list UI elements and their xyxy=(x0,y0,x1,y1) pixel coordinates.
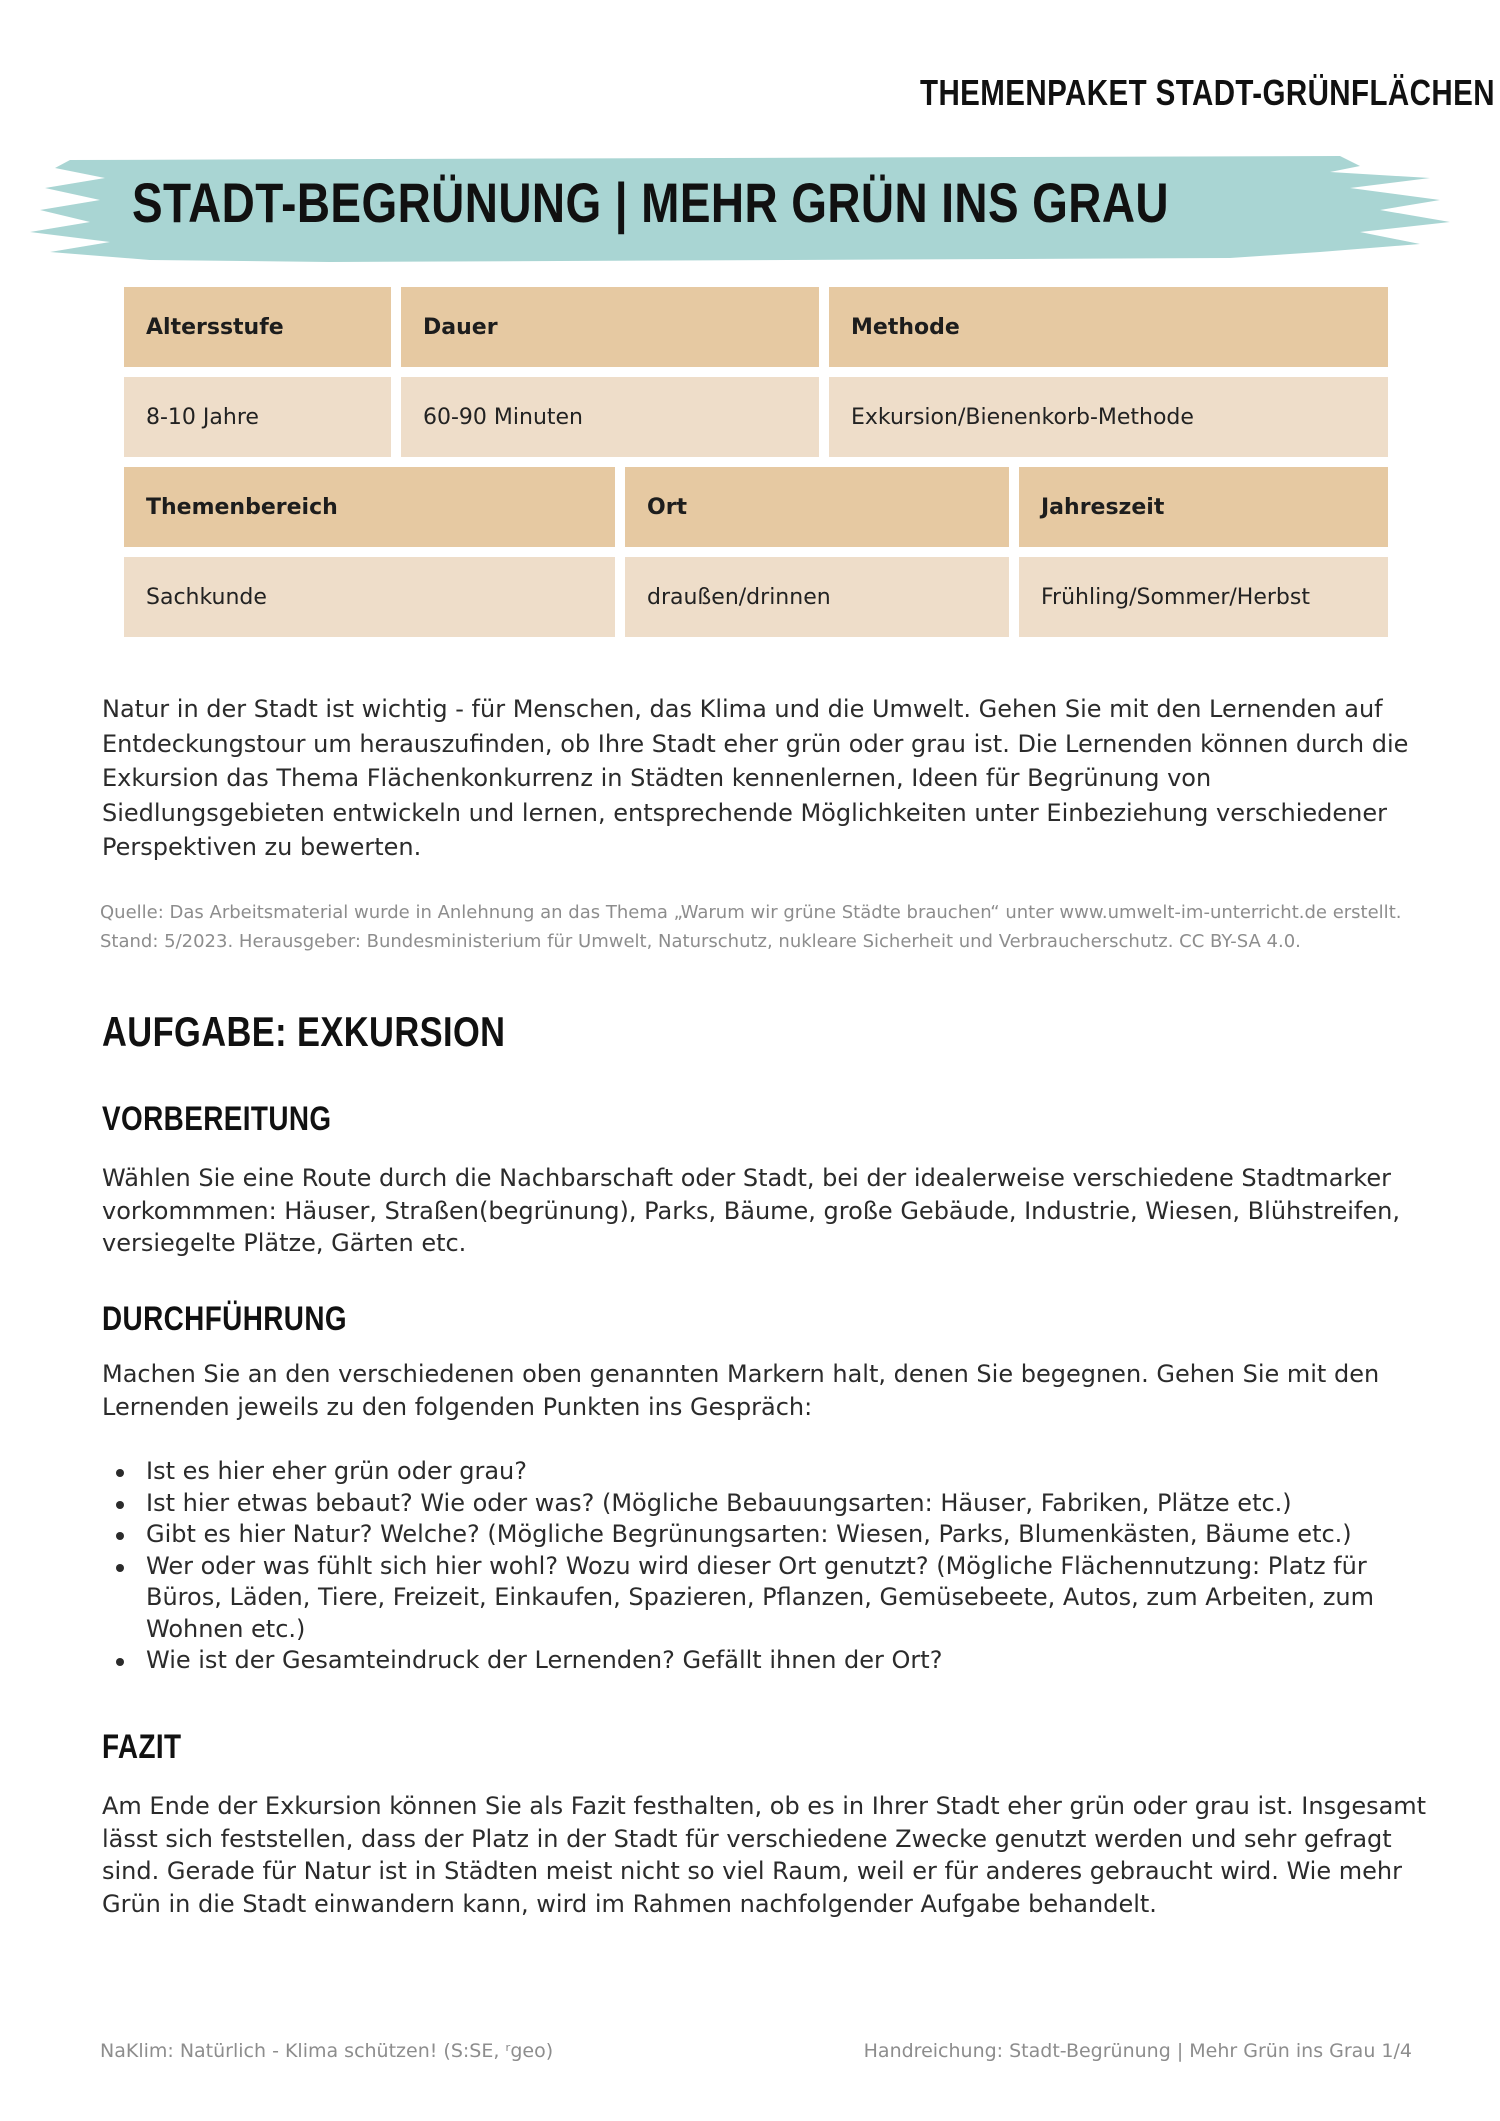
execution-text: Machen Sie an den verschiedenen oben genannten Markern halt, denen Sie begegnen. Gehen Sie mit den Lernenden jeweils zu den folgenden Punkten ins Gespräch: xyxy=(102,1360,1380,1421)
value-cell-method: Exkursion/Bienenkorb-Methode xyxy=(829,377,1388,457)
page-title: STADT-BEGRÜNUNG | MEHR GRÜN INS GRAU xyxy=(132,171,1170,234)
value-cell-age: 8-10 Jahre xyxy=(124,377,391,457)
list-item: Gibt es hier Natur? Welche? (Mögliche Begrünungsarten: Wiesen, Parks, Blumenkästen, Bäume etc.) xyxy=(102,1519,1402,1551)
header-cell-method: Methode xyxy=(829,287,1388,367)
header-cell-topic: Themenbereich xyxy=(124,467,615,547)
value-cell-duration: 60-90 Minuten xyxy=(401,377,819,457)
conclusion-heading: FAZIT xyxy=(102,1728,182,1766)
header-cell-age: Altersstufe xyxy=(124,287,391,367)
value-cell-season: Frühling/Sommer/Herbst xyxy=(1019,557,1388,637)
info-header-row-2 xyxy=(124,467,1388,547)
info-header-row-1 xyxy=(124,287,1388,367)
info-value-row-1 xyxy=(124,377,1388,457)
footer-page-label: Handreichung: Stadt-Begrünung | Mehr Grün ins Grau 1/4 xyxy=(863,2040,1412,2062)
list-item: Wie ist der Gesamteindruck der Lernenden? Gefällt ihnen der Ort? xyxy=(102,1645,1402,1677)
header-cell-location: Ort xyxy=(625,467,1009,547)
task-heading: AUFGABE: EXKURSION xyxy=(102,1008,506,1055)
discussion-points-list xyxy=(102,1456,1402,1677)
list-item: Ist hier etwas bebaut? Wie oder was? (Mögliche Bebauungsarten: Häuser, Fabriken, Plätze etc.) xyxy=(102,1488,1402,1520)
series-label: THEMENPAKET STADT-GRÜNFLÄCHEN xyxy=(920,72,1495,113)
value-cell-location: draußen/drinnen xyxy=(625,557,1009,637)
preparation-heading: VORBEREITUNG xyxy=(102,1100,332,1138)
intro-paragraph: Natur in der Stadt ist wichtig - für Menschen, das Klima und die Umwelt. Gehen Sie mit den Lernenden auf Entdeckungstour um herauszufinden, ob Ihre Stadt eher grün oder grau ist. Die Lernenden können durch die Exkursion das Thema Flächenkonkurrenz in Städten kennenlernen, Ideen für Begrünung von Siedlungsgebieten entwickeln und lernen, entsprechende Möglichkeiten unter Einbeziehung verschiedener Perspektiven zu bewerten. xyxy=(102,695,1409,861)
conclusion-text: Am Ende der Exkursion können Sie als Fazit festhalten, ob es in Ihrer Stadt eher grün oder grau ist. Insgesamt lässt sich feststellen, dass der Platz in der Stadt für verschiedene Zwecke genutzt werden und sehr gefragt sind. Gerade für Natur ist in Städten meist nicht so viel Raum, weil er für anderes gebraucht wird. Wie mehr Grün in die Stadt einwandern kann, wird im Rahmen nachfolgender Aufgabe behandelt. xyxy=(102,1792,1427,1918)
source-note: Quelle: Das Arbeitsmaterial wurde in Anlehnung an das Thema „Warum wir grüne Städte brauchen“ unter www.umwelt-im-unterricht.de erstellt. Stand: 5/2023. Herausgeber: Bundesministerium für Umwelt, Naturschutz, nukleare Sicherheit und Verbraucherschutz. CC BY-SA 4.0. xyxy=(100,902,1402,952)
list-item: Ist es hier eher grün oder grau? xyxy=(102,1456,1402,1488)
lesson-info-table xyxy=(124,287,1388,647)
info-value-row-2 xyxy=(124,557,1388,637)
execution-heading: DURCHFÜHRUNG xyxy=(102,1300,347,1338)
preparation-text: Wählen Sie eine Route durch die Nachbarschaft oder Stadt, bei der idealerweise verschiedene Stadtmarker vorkommmen: Häuser, Straßen(begrünung), Parks, Bäume, große Gebäude, Industrie, Wiesen, Blühstreifen, versiegelte Plätze, Gärten etc. xyxy=(102,1164,1400,1257)
header-cell-season: Jahreszeit xyxy=(1019,467,1388,547)
value-cell-topic: Sachkunde xyxy=(124,557,615,637)
list-item: Wer oder was fühlt sich hier wohl? Wozu wird dieser Ort genutzt? (Mögliche Flächennutzung: Platz für Büros, Läden, Tiere, Freizeit, Einkaufen, Spazieren, Pflanzen, Gemüsebeete, Autos, zum Arbeiten, zum Wohnen etc.) xyxy=(102,1551,1402,1646)
footer-project-label: NaKlim: Natürlich - Klima schützen! (S:SE, ʳgeo) xyxy=(100,2040,554,2062)
header-cell-duration: Dauer xyxy=(401,287,819,367)
